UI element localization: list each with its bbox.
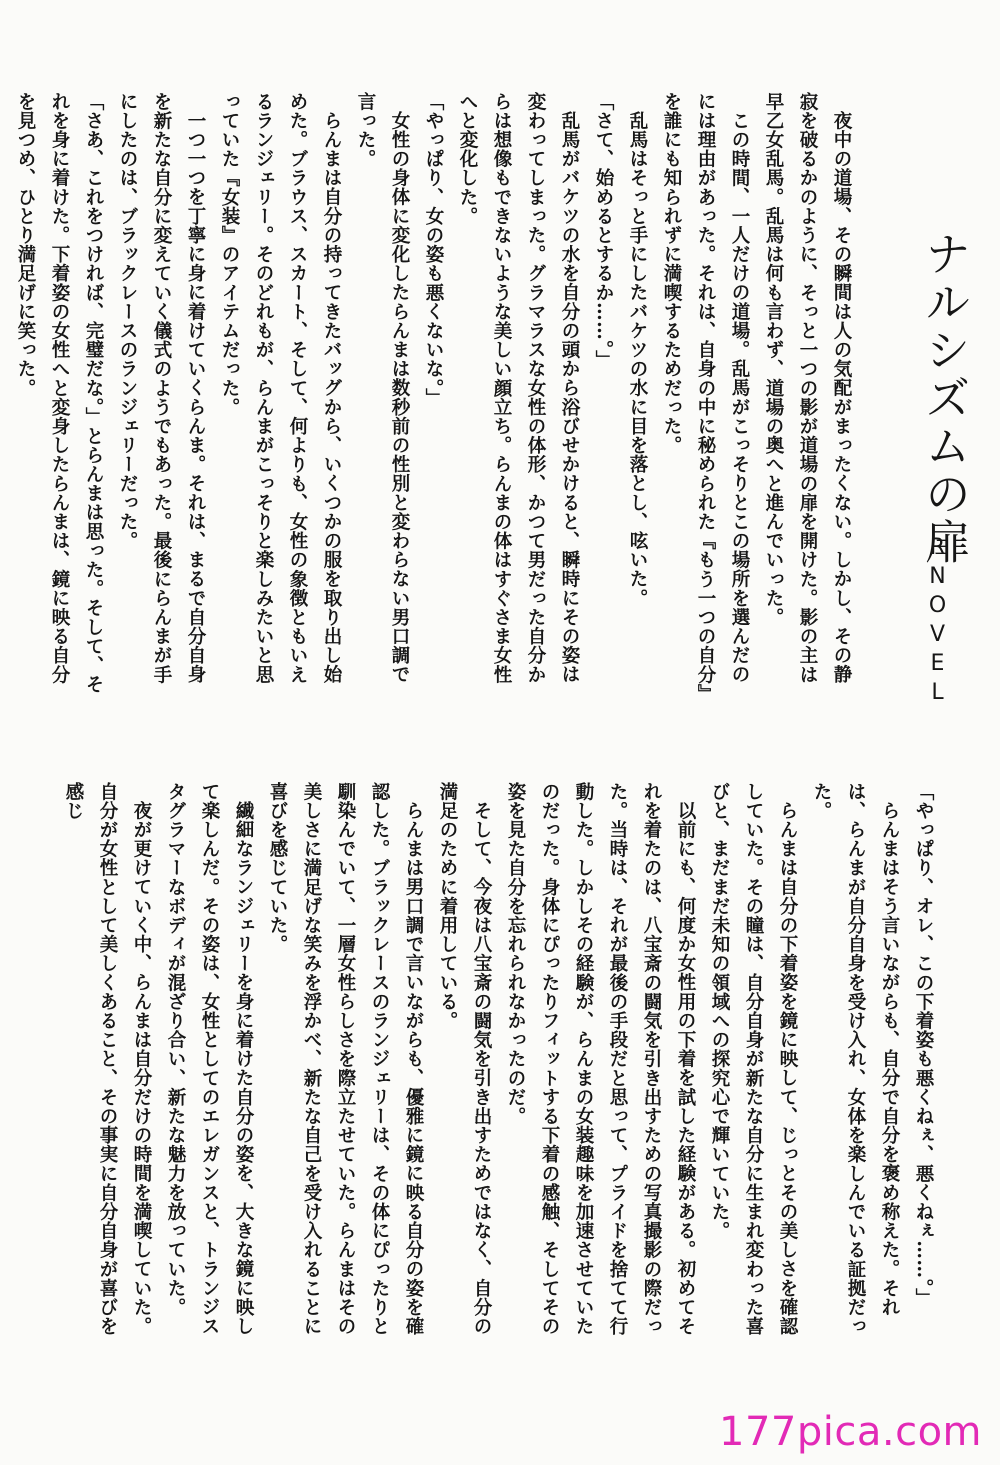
paragraph: 以前にも、何度か女性用の下着を試した経験がある。初めてそれを着たのは、八宝斎の闘気を引き出すための写真撮影の際だった。当時は、それが最後の手段だと思って、プライドを捨てて行動した。しかしその経験が、らんまの女装趣味を加速させていたのだった。身体にぴったりフィットする下着の感触、そしてその姿を見た自分を忘れられなかったのだ。 xyxy=(505,782,696,1336)
subtitle: RNOVEL xyxy=(925,535,950,709)
paragraph: 夜が更けていく中、らんまは自分だけの時間を満喫していた。自分が女性として美しくあること、その事実に自分自身が喜びを感じ xyxy=(63,782,152,1336)
paragraph: 乱馬はそっと手にしたバケツの水に目を落とし、呟いた。 xyxy=(627,110,648,608)
paragraph: らんまは自分の持ってきたバッグから、いくつかの服を取り出し始めた。ブラウス、スカート、そして、何よりも、女性の象徴ともいえるランジェリー。そのどれもが、らんまがこっそりと楽しみたいと思っていた『女装』のアイテムだった。 xyxy=(219,92,342,685)
dialogue: 「さて、始めるとするか……。」 xyxy=(593,92,614,370)
dialogue: 「やっぱり、女の姿も悪くないな。」 xyxy=(423,92,444,408)
paragraph: この時間、一人だけの道場。乱馬がこっそりとこの場所を選んだのには理由があった。それは、自身の中に秘められた『もう一つの自分』を誰にも知られずに満喫するためだった。 xyxy=(661,92,750,694)
text-column-bottom xyxy=(63,782,940,1352)
paragraph: 女性の身体に変化したらんまは数秒前の性別と変わらない男口調で言った。 xyxy=(355,92,410,684)
paragraph: 繊細なランジェリーを身に着けた自分の姿を、大きな鏡に映して楽しんだ。その姿は、女性としてのエレガンスと、トランジスタグラマーなボディが混ざり合い、新たな魅力を放っていた。 xyxy=(165,782,254,1336)
text-column-top xyxy=(15,92,858,702)
paragraph: 乱馬がバケツの水を自分の頭から浴びせかけると、瞬時にその姿は変わってしまった。グラマラスな女性の体形、かつて男だった自分からは想像もできないような美しい顔立ち。らんまの体はすぐさま女性へと変化した。 xyxy=(457,92,580,685)
paragraph: 夜中の道場、その瞬間は人の気配がまったくない。しかし、その静寂を破るかのように、そっと一つの影が道場の扉を開けた。影の主は早乙女乱馬。乱馬は何も言わず、道場の奥へと進んでいった。 xyxy=(763,92,852,685)
paragraph: らんまは男口調で言いながらも、優雅に鏡に映る自分の姿を確認した。ブラックレースのランジェリーは、その体にぴったりと馴染んでいて、一層女性らしさを際立たせていた。らんまはその美しさに満足げな笑みを浮かべ、新たな自己を受け入れることに喜びを感じていた。 xyxy=(267,782,424,1336)
paragraph: 一つ一つを丁寧に身に着けていくらんま。それは、まるで自分自身を新たな自分に変えていく儀式のようでもあった。最後にらんまが手にしたのは、ブラックレースのランジェリーだった。 xyxy=(117,92,206,685)
watermark: 177pica.com xyxy=(719,1409,982,1455)
dialogue: 「さあ、これをつければ、完璧だな。」とらんまは思った。そして、それを身に着けた。下着姿の女性へと変身したらんまは、鏡に映る自分を見つめ、ひとり満足げに笑った。 xyxy=(15,92,104,694)
page-title: ナルシズムの扉 xyxy=(918,230,972,566)
dialogue: 「やっぱり、オレ、この下着姿も悪くねぇ、悪くねぇ……。」 xyxy=(913,782,934,1308)
paragraph: らんまは自分の下着姿を鏡に映して、じっとその美しさを確認していた。その瞳は、自分自身が新たな自分に生まれ変わった喜びと、まだまだ未知の領域への探究心で輝いていた。 xyxy=(709,782,798,1336)
paragraph: らんまはそう言いながらも、自分で自分を褒め称えた。それは、らんまが自分自身を受け入れ、女体を楽しんでいる証拠だった。 xyxy=(811,782,900,1336)
paragraph: そして、今夜は八宝斎の闘気を引き出すためではなく、自分の満足のために着用している。 xyxy=(437,782,492,1336)
